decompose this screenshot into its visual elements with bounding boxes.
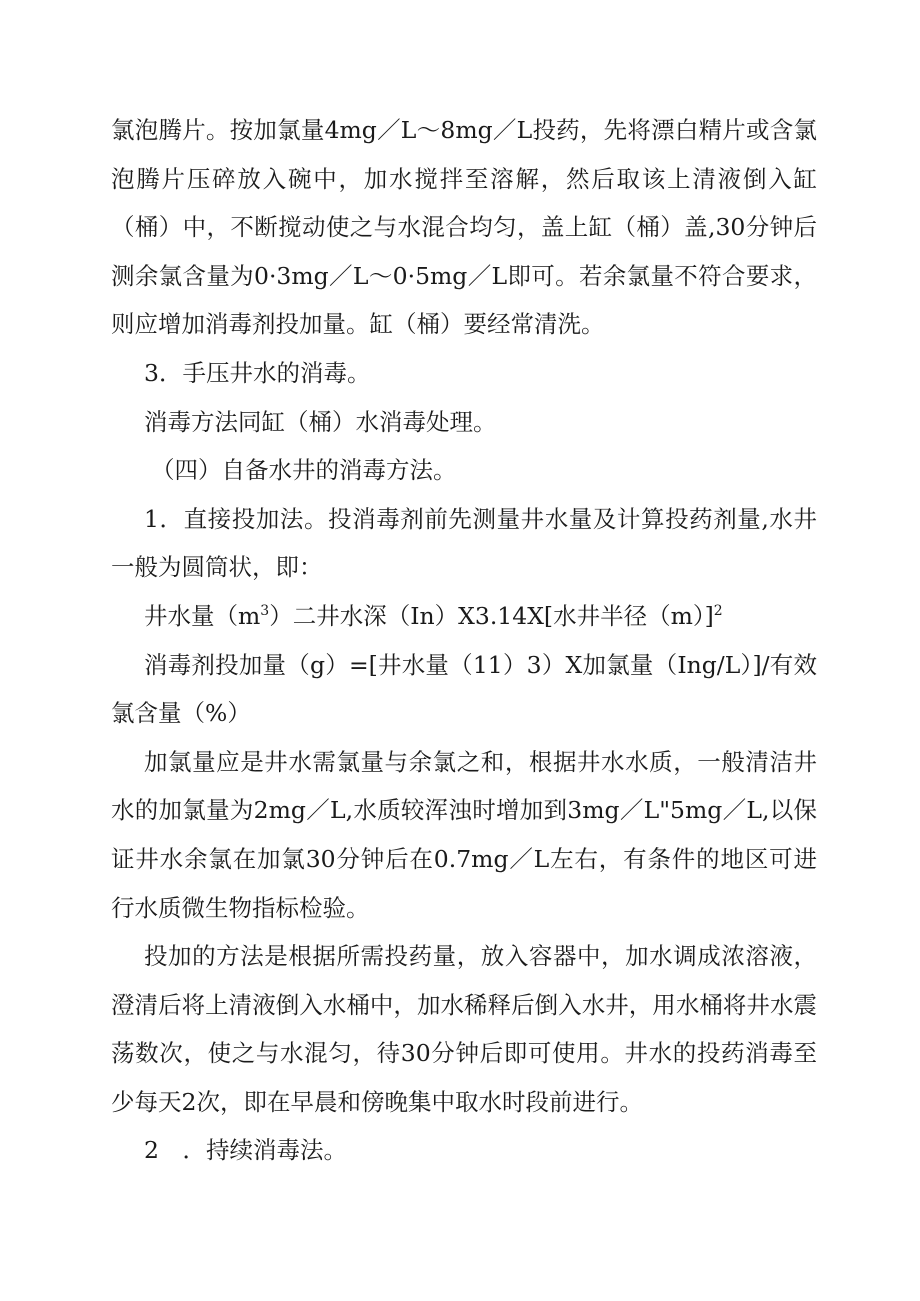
formula-well-volume xyxy=(111,592,817,641)
superscript-square: 2 xyxy=(713,603,723,620)
paragraph-bleach-dosing: 氯泡腾片。按加氯量4mg／L～8mg／L投药，先将漂白精片或含氯泡腾片压碎放入碗中，加水搅拌至溶解，然后取该上清液倒入缸（桶）中，不断搅动使之与水混合均匀，盖上缸（桶）盖,30分钟后测余氯含量为0·3mg／L～0·5mg／L即可。若余氯量不符合要求，则应增加消毒剂投加量。缸（桶）要经常清洗。 xyxy=(111,116,817,339)
formula-well-volume-rest: ）二井水深（In）X3.14X[水井半径（m）] xyxy=(269,601,714,630)
formula-dosage: 消毒剂投加量（g）=[井水量（11）3）X加氯量（Ing/L）]/有效氯含量（%） xyxy=(111,650,817,728)
superscript-cube: 3 xyxy=(260,603,270,620)
paragraph-dosing-method: 投加的方法是根据所需投药量，放入容器中，加水调成浓溶液，澄清后将上清液倒入水桶中，加水稀释后倒入水井，用水桶将井水震荡数次，使之与水混匀，待30分钟后即可使用。井水的投药消毒至少每天2次，即在早晨和傍晚集中取水时段前进行。 xyxy=(111,942,817,1116)
formula-well-volume-start: 井水量（m xyxy=(144,601,261,630)
paragraph-chlorine-amount: 加氯量应是井水需氯量与余氯之和，根据井水水质，一般清洁井水的加氯量为2mg／L,水质较浑浊时增加到3mg／L"5mg／L,以保证井水余氯在加氯30分钟后在0.7mg／L左右，有条件的地区可进行水质微生物指标检验。 xyxy=(111,747,817,922)
paragraph-direct-dosing: 1．直接投加法。投消毒剂前先测量井水量及计算投药剂量,水井一般为圆筒状，即： xyxy=(111,504,817,582)
heading-hand-pump-well: 3．手压井水的消毒。 xyxy=(144,358,371,387)
paragraph-same-method: 消毒方法同缸（桶）水消毒处理。 xyxy=(144,407,497,436)
heading-self-owned-well: （四）自备水井的消毒方法。 xyxy=(151,456,457,485)
document-body xyxy=(111,106,817,1175)
heading-continuous-disinfection: 2 ．持续消毒法。 xyxy=(144,1136,347,1165)
